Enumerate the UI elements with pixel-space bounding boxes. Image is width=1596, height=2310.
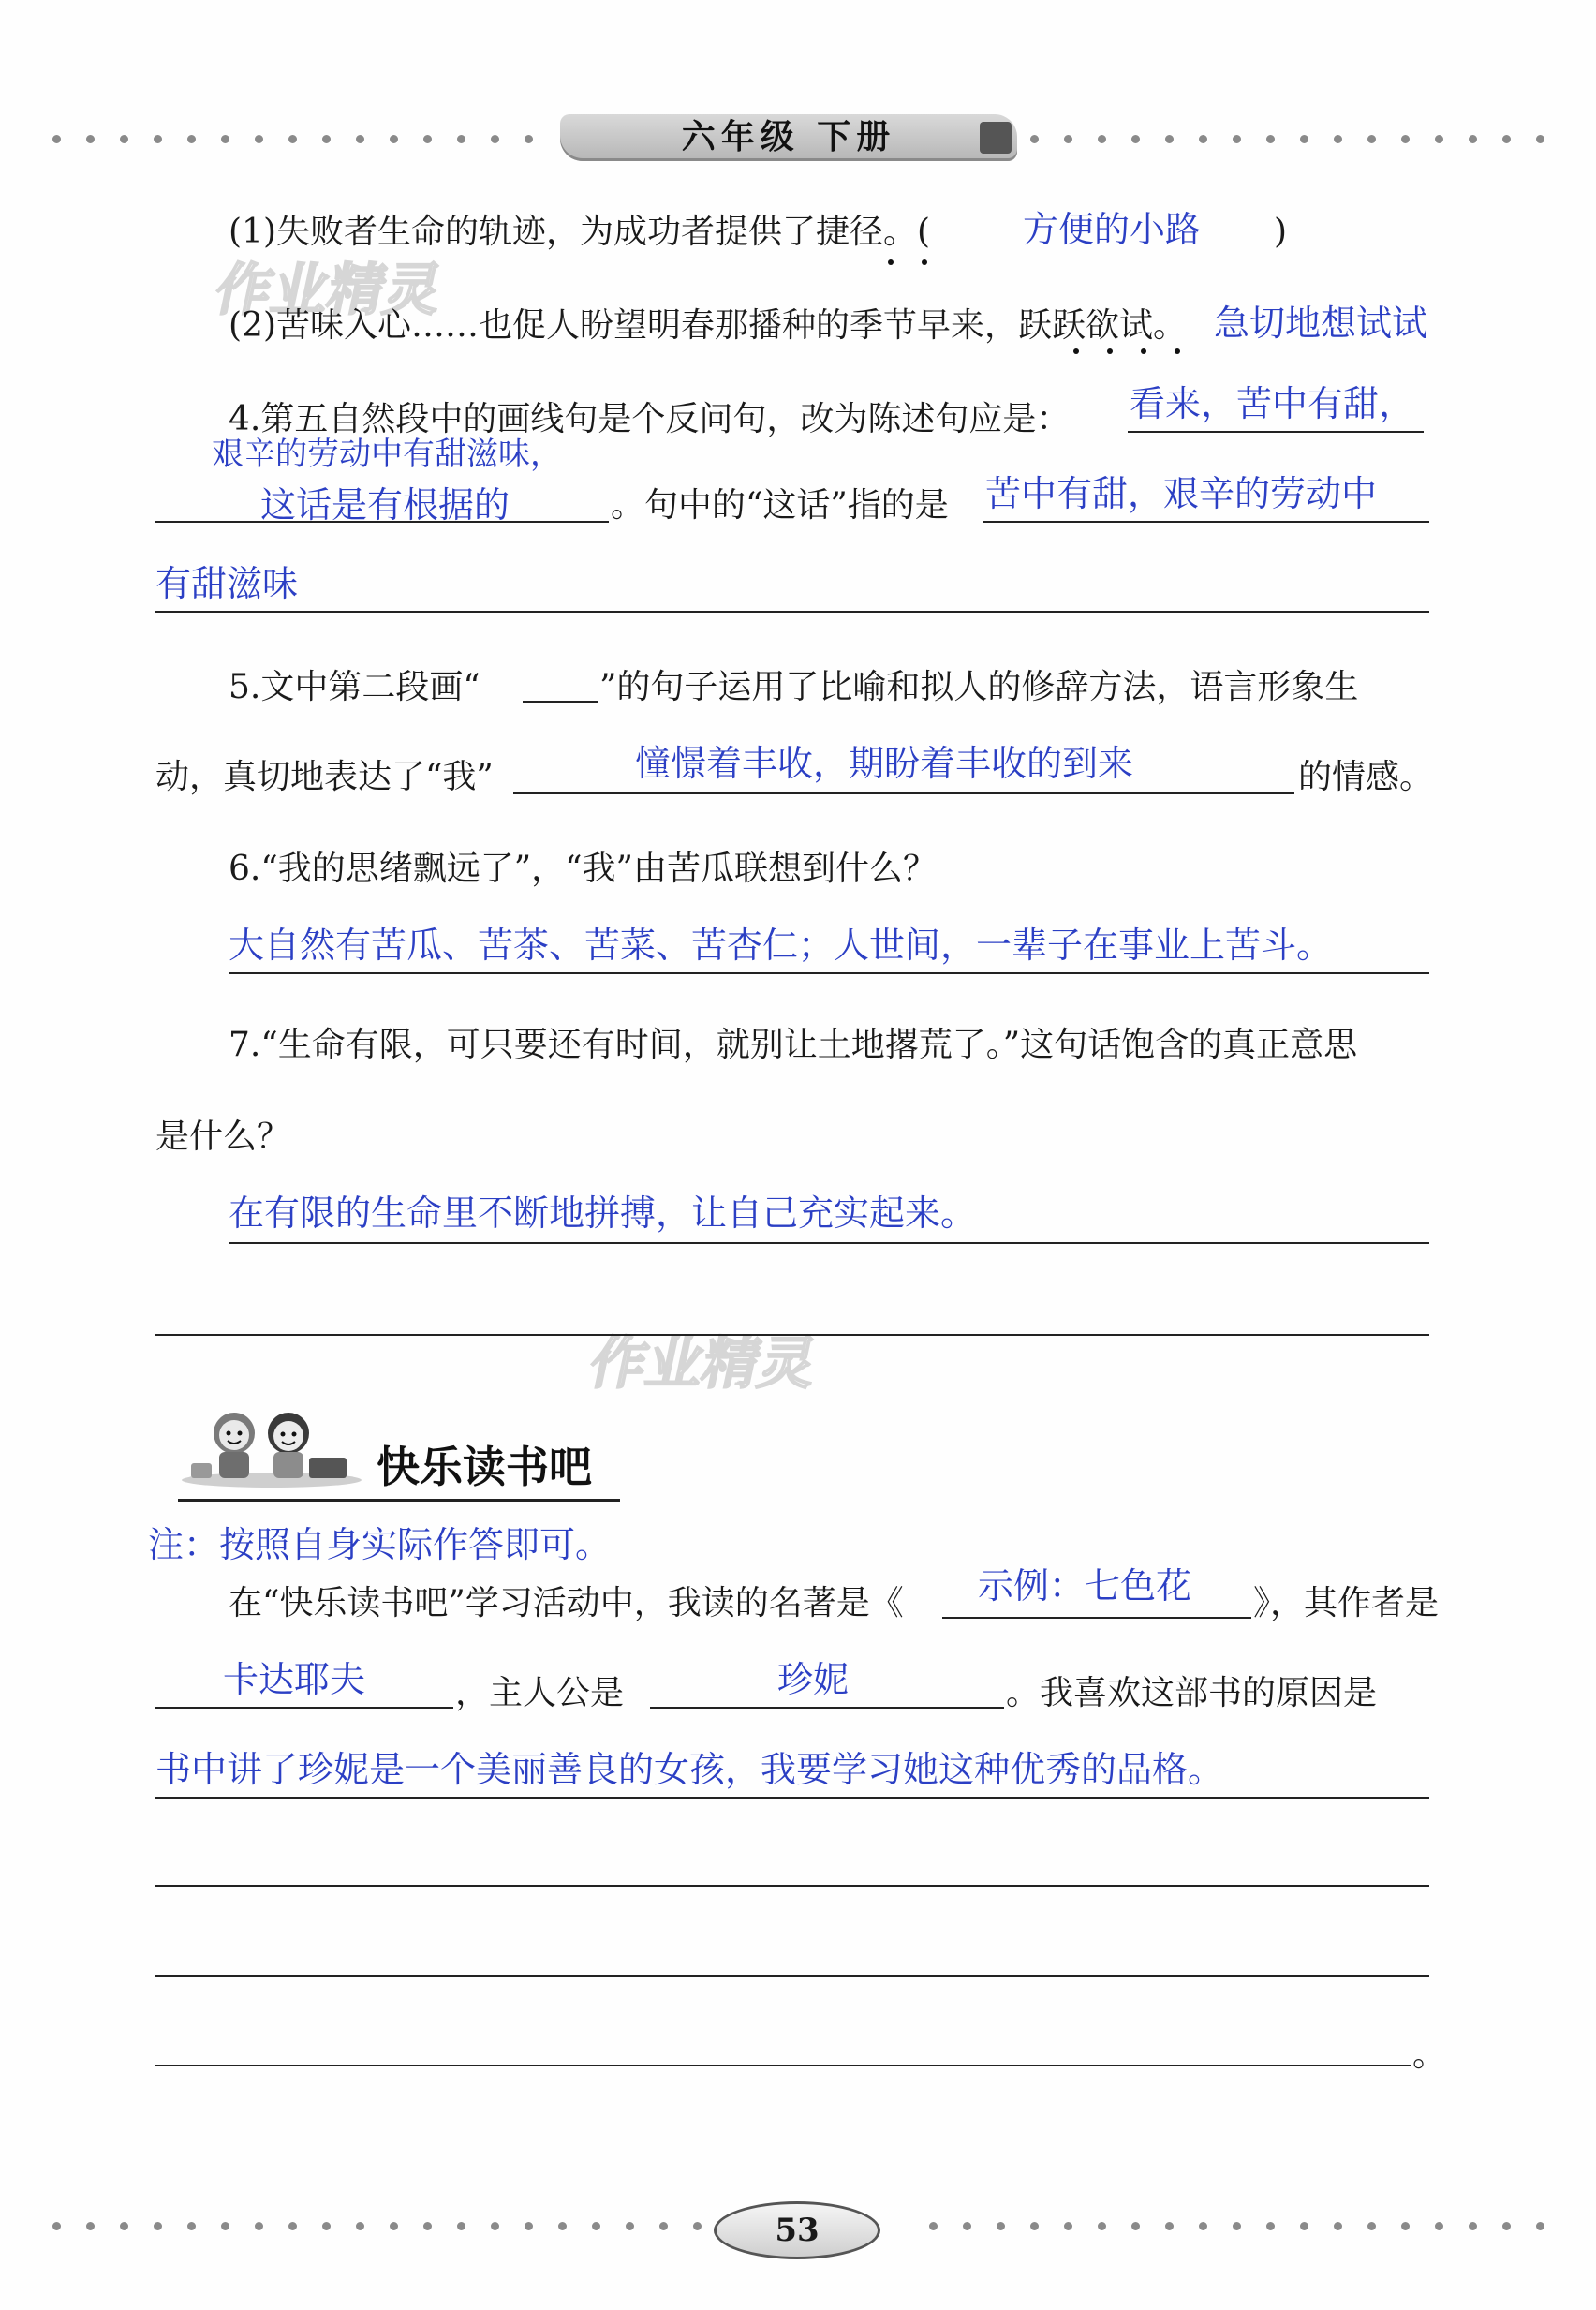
decorative-dot xyxy=(659,2222,668,2230)
decorative-dot xyxy=(255,2222,263,2230)
answer-underline xyxy=(155,1975,1429,1977)
watermark: 作业精灵 xyxy=(209,258,449,323)
header-title: 六年级 下册 xyxy=(681,118,896,156)
decorative-dot xyxy=(1334,135,1342,143)
emphasis-dot xyxy=(888,259,894,265)
answer-underline xyxy=(155,2065,1411,2066)
q4-refers-answer1: 苦中有甜，艰辛的劳动中 xyxy=(985,473,1378,514)
decorative-dot xyxy=(1401,2222,1410,2230)
answer-underline xyxy=(650,1707,1004,1709)
decorative-dot xyxy=(423,135,432,143)
decorative-dot xyxy=(1334,2222,1342,2230)
decorative-dot xyxy=(1030,2222,1039,2230)
decorative-dot xyxy=(1435,135,1443,143)
emphasis-dot xyxy=(1141,348,1146,354)
decorative-dot xyxy=(1300,2222,1308,2230)
decorative-dot xyxy=(1266,135,1275,143)
decorative-dot xyxy=(592,2222,600,2230)
decorative-dot xyxy=(1165,135,1174,143)
q4-answer-line1: 看来，苦中有甜， xyxy=(1130,383,1415,424)
decorative-dot xyxy=(390,135,398,143)
q5-prompt-part2: ”的句子运用了比喻和拟人的修辞方法，语言形象生 xyxy=(599,668,1359,706)
q3-item1-close: ) xyxy=(1274,213,1288,251)
decorative-dot xyxy=(997,2222,1005,2230)
decorative-dot xyxy=(154,135,162,143)
q3-item2-answer: 急切地想试试 xyxy=(1214,303,1428,344)
answer-underline xyxy=(155,521,609,523)
answer-underline xyxy=(983,521,1429,523)
emphasis-dot xyxy=(1073,348,1079,354)
decorative-dot xyxy=(154,2222,162,2230)
protagonist-answer: 珍妮 xyxy=(777,1659,850,1700)
decorative-dot xyxy=(322,135,331,143)
decorative-dot xyxy=(86,135,95,143)
decorative-dot xyxy=(1233,2222,1241,2230)
decorative-dot xyxy=(1401,135,1410,143)
decorative-dot xyxy=(1536,2222,1544,2230)
decorative-dot xyxy=(221,135,229,143)
decorative-dot xyxy=(1199,2222,1207,2230)
page-number: 53 xyxy=(775,2212,820,2249)
decorative-dot xyxy=(356,135,364,143)
q4-answer-line2: 艰辛的劳动中有甜滋味， xyxy=(212,436,562,473)
emphasis-dot xyxy=(1175,348,1180,354)
answer-underline xyxy=(229,1242,1429,1244)
decorative-dot xyxy=(288,135,297,143)
q7-prompt-line2: 是什么？ xyxy=(155,1118,291,1156)
decorative-dot xyxy=(52,2222,61,2230)
decorative-dot xyxy=(1502,2222,1511,2230)
section-title: 快乐读书吧 xyxy=(377,1442,592,1492)
decorative-dot xyxy=(457,135,466,143)
decorative-dot xyxy=(52,135,61,143)
answer-underline xyxy=(942,1617,1251,1619)
decorative-dot xyxy=(626,2222,634,2230)
decorative-dot xyxy=(963,2222,971,2230)
decorative-dot xyxy=(1030,135,1039,143)
reason-label: 。我喜欢这部书的原因是 xyxy=(1006,1674,1378,1712)
author-answer: 卡达耶夫 xyxy=(223,1659,366,1700)
decorative-dot xyxy=(1064,135,1072,143)
decorative-dot xyxy=(491,135,499,143)
decorative-dot xyxy=(1098,135,1106,143)
answer-underline xyxy=(155,1707,453,1709)
q4-answer-line3: 这话是有根据的 xyxy=(260,484,510,526)
answer-underline xyxy=(513,792,1294,794)
decorative-dot xyxy=(558,2222,567,2230)
decorative-dot xyxy=(86,2222,95,2230)
reason-end-mark: 。 xyxy=(1412,2036,1447,2074)
decorative-dot xyxy=(356,2222,364,2230)
decorative-dot xyxy=(1502,135,1511,143)
answer-underline xyxy=(1128,431,1424,433)
decorative-dot xyxy=(187,2222,196,2230)
q6-answer: 大自然有苦瓜、苦茶、苦菜、苦杏仁；人世间，一辈子在事业上苦斗。 xyxy=(229,925,1333,966)
decorative-dot xyxy=(693,2222,702,2230)
answer-underline xyxy=(155,611,1429,613)
ruler-icon xyxy=(980,122,1012,154)
decorative-dot xyxy=(1536,135,1544,143)
decorative-dot xyxy=(288,2222,297,2230)
quote-underline xyxy=(523,701,598,703)
decorative-dot xyxy=(1131,2222,1140,2230)
decorative-dot xyxy=(1266,2222,1275,2230)
q3-item1-answer: 方便的小路 xyxy=(1023,209,1202,250)
decorative-dot xyxy=(423,2222,432,2230)
q3-item1-prompt: (1)失败者生命的轨迹，为成功者提供了捷径。( xyxy=(229,213,931,251)
protagonist-label: ，主人公是 xyxy=(455,1674,625,1712)
decorative-dot xyxy=(491,2222,499,2230)
book-answer: 示例：七色花 xyxy=(978,1565,1192,1607)
reading-note: 注：按照自身实际作答即可。 xyxy=(148,1524,612,1565)
decorative-dot xyxy=(1300,135,1308,143)
kids-reading-icon xyxy=(178,1405,365,1489)
q4-prompt: 4.第五自然段中的画线句是个反问句，改为陈述句应是： xyxy=(229,400,1071,438)
decorative-dot xyxy=(1435,2222,1443,2230)
q5-answer: 憧憬着丰收，期盼着丰收的到来 xyxy=(635,743,1134,784)
decorative-dot xyxy=(929,2222,938,2230)
decorative-dot xyxy=(1469,2222,1477,2230)
answer-underline xyxy=(229,972,1429,974)
decorative-dot xyxy=(390,2222,398,2230)
decorative-dot xyxy=(1233,135,1241,143)
decorative-dot xyxy=(525,2222,533,2230)
decorative-dot xyxy=(525,135,533,143)
decorative-dot xyxy=(1199,135,1207,143)
decorative-dot xyxy=(1064,2222,1072,2230)
decorative-dot xyxy=(187,135,196,143)
q3-item2-prompt: (2)苦味入心……也促人盼望明春那播种的季节早来，跃跃欲试。 xyxy=(229,306,1187,345)
q6-prompt: 6.“我的思绪飘远了”，“我”由苦瓜联想到什么？ xyxy=(229,850,937,888)
watermark: 作业精灵 xyxy=(584,1331,823,1397)
answer-underline xyxy=(155,1797,1429,1799)
q7-answer: 在有限的生命里不断地拼搏，让自己充实起来。 xyxy=(229,1192,977,1234)
q5-prompt-part1: 5.文中第二段画“ xyxy=(229,668,480,706)
answer-underline xyxy=(155,1334,1429,1336)
decorative-dot xyxy=(120,135,128,143)
q4-mid-text: 。句中的“这话”指的是 xyxy=(611,486,949,525)
emphasis-dot xyxy=(1107,348,1113,354)
decorative-dot xyxy=(322,2222,331,2230)
answer-underline xyxy=(155,1885,1429,1887)
decorative-dot xyxy=(1367,2222,1376,2230)
decorative-dot xyxy=(1165,2222,1174,2230)
q5-prompt-line2-start: 动，真切地表达了“我” xyxy=(155,758,494,796)
decorative-dot xyxy=(1098,2222,1106,2230)
q5-prompt-line2-end: 的情感。 xyxy=(1298,758,1434,796)
decorative-dot xyxy=(1469,135,1477,143)
decorative-dot xyxy=(1367,135,1376,143)
reading-line1-start: 在“快乐读书吧”学习活动中，我读的名著是《 xyxy=(229,1584,904,1622)
decorative-dot xyxy=(457,2222,466,2230)
decorative-dot xyxy=(221,2222,229,2230)
q4-refers-answer2: 有甜滋味 xyxy=(155,563,299,604)
q7-prompt-line1: 7.“生命有限，可只要还有时间，就别让土地撂荒了。”这句话饱含的真正意思 xyxy=(229,1026,1358,1064)
section-title-underline xyxy=(178,1499,620,1502)
decorative-dot xyxy=(255,135,263,143)
decorative-dot xyxy=(120,2222,128,2230)
reading-line1-end: 》，其作者是 xyxy=(1253,1584,1440,1622)
decorative-dot xyxy=(1131,135,1140,143)
emphasis-dot xyxy=(922,259,927,265)
reason-answer: 书中讲了珍妮是一个美丽善良的女孩，我要学习她这种优秀的品格。 xyxy=(155,1749,1224,1790)
